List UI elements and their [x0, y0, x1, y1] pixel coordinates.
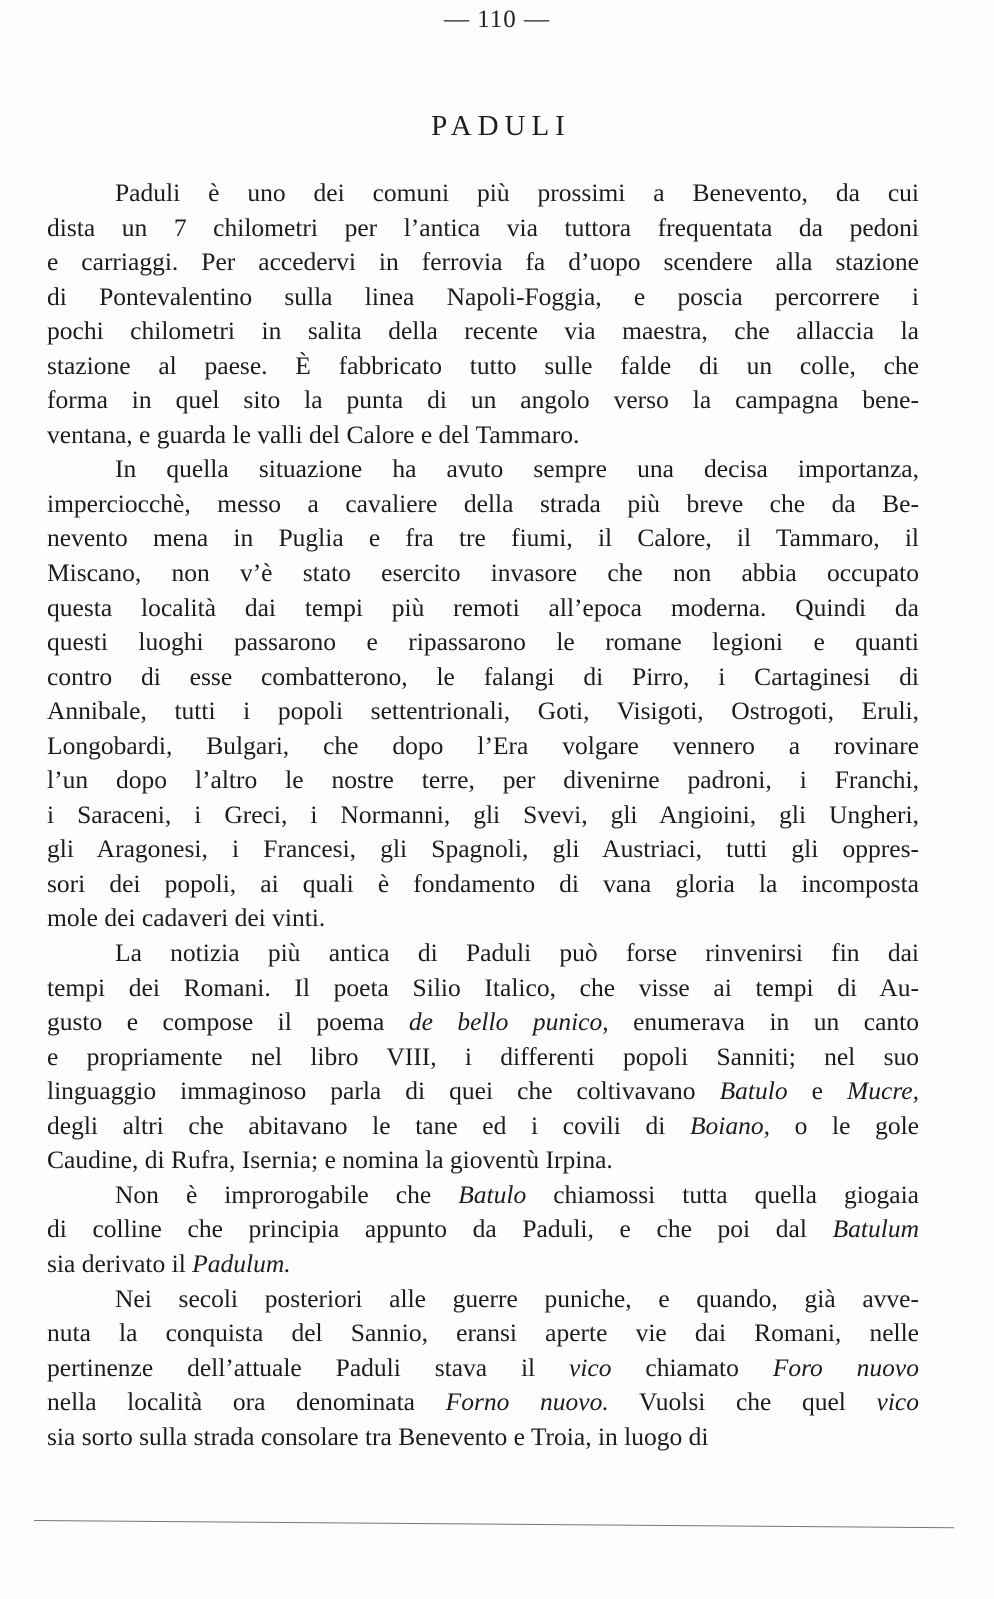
text-segment: chiamossi tutta quella giogaia: [526, 1179, 919, 1209]
text-segment: Longobardi, Bulgari, che dopo l’Era volgare vennero a rovinare: [47, 730, 919, 760]
text-line: [47, 314, 919, 349]
text-segment: Non è improrogabile che: [115, 1179, 459, 1209]
text-line: [47, 867, 919, 902]
text-segment: linguaggio immaginoso parla di quei che coltivavano: [47, 1076, 720, 1106]
text-segment: stazione al paese. È fabbricato tutto sulle falde di un colle, che: [47, 350, 919, 380]
page-number: — 110 —: [443, 6, 551, 33]
text-line: [47, 452, 919, 487]
text-segment: contro di esse combatterono, le falangi di Pirro, i Cartaginesi di: [47, 661, 919, 691]
italic-text: Batulo: [719, 1076, 788, 1106]
text-line: [47, 280, 919, 315]
text-segment: questa località dai tempi più remoti all’epoca moderna. Quindi da: [47, 592, 919, 622]
text-line: [47, 591, 919, 626]
text-segment: questi luoghi passarono e ripassarono le romane legioni e quanti: [47, 627, 919, 657]
text-line: [47, 245, 919, 280]
text-line: [47, 660, 919, 695]
text-segment: tempi dei Romani. Il poeta Silio Italico, che visse ai tempi di Au-: [47, 972, 919, 1002]
text-segment: Vuolsi che quel: [608, 1387, 877, 1417]
text-line: [47, 1282, 919, 1317]
text-line: [47, 1212, 919, 1247]
text-line: [47, 1385, 919, 1420]
text-line: [47, 1005, 919, 1040]
text-segment: e propriamente nel libro VIII, i differenti popoli Sanniti; nel suo: [47, 1041, 919, 1071]
text-line: [47, 1420, 919, 1455]
text-segment: pochi chilometri in salita della recente via maestra, che allaccia la: [47, 316, 919, 346]
text-segment: gusto e compose il poema: [47, 1007, 409, 1037]
text-line: [47, 1074, 919, 1109]
text-line: [47, 1316, 919, 1351]
italic-text: vico: [876, 1387, 919, 1417]
text-line: [47, 1247, 919, 1282]
text-line: [47, 176, 919, 211]
text-segment: sia derivato il: [47, 1248, 193, 1278]
italic-text: Forno nuovo.: [445, 1387, 609, 1417]
text-segment: sia sorto sulla strada consolare tra Benevento e Troia, in luogo di: [47, 1421, 709, 1451]
text-segment: l’un dopo l’altro le nostre terre, per divenirne padroni, i Franchi,: [47, 765, 919, 795]
text-segment: dista un 7 chilometri per l’antica via tuttora frequentata da pedoni: [47, 212, 919, 242]
text-segment: degli altri che abitavano le tane ed i covili di: [47, 1110, 690, 1140]
text-line: [47, 1040, 919, 1075]
paragraph: [47, 1282, 919, 1455]
text-segment: La notizia più antica di Paduli può forse rinvenirsi fin dai: [115, 938, 919, 968]
text-segment: Paduli è uno dei comuni più prossimi a Benevento, da cui: [115, 178, 919, 207]
text-line: [47, 487, 919, 522]
text-segment: i Saraceni, i Greci, i Normanni, gli Svevi, gli Angioini, gli Ungheri,: [47, 799, 919, 829]
italic-text: Padulum.: [192, 1248, 291, 1278]
italic-text: Boiano,: [689, 1110, 770, 1140]
text-segment: forma in quel sito la punta di un angolo verso la campagna bene-: [47, 385, 919, 415]
italic-text: Mucre,: [847, 1076, 919, 1106]
text-segment: nella località ora denominata: [47, 1387, 446, 1417]
body-text: [47, 176, 919, 1454]
paragraph: [47, 1178, 919, 1282]
text-segment: e carriaggi. Per accedervi in ferrovia fa d’uopo scendere alla stazione: [47, 247, 919, 277]
text-line: [47, 1143, 919, 1178]
text-segment: Nei secoli posteriori alle guerre puniche, e quando, già avve-: [115, 1283, 919, 1313]
text-line: [47, 832, 919, 867]
text-line: [47, 901, 919, 936]
text-line: [47, 694, 919, 729]
text-line: [47, 349, 919, 384]
text-segment: Caudine, di Rufra, Isernia; e nomina la gioventù Irpina.: [47, 1145, 613, 1175]
text-line: [47, 625, 919, 660]
text-segment: chiamato: [611, 1352, 773, 1382]
italic-text: vico: [569, 1352, 612, 1382]
text-line: [47, 521, 919, 556]
italic-text: de bello punico,: [408, 1007, 609, 1037]
text-line: [47, 729, 919, 764]
text-line: [47, 971, 919, 1006]
paragraph: [47, 176, 919, 452]
text-segment: ventana, e guarda le valli del Calore e del Tammaro.: [47, 419, 580, 449]
text-line: [47, 556, 919, 591]
text-segment: o le gole: [770, 1110, 919, 1140]
text-segment: sori dei popoli, ai quali è fondamento di vana gloria la incomposta: [47, 868, 919, 898]
italic-text: Foro nuovo: [772, 1352, 920, 1382]
text-line: [47, 1178, 919, 1213]
text-segment: gli Aragonesi, i Francesi, gli Spagnoli, gli Austriaci, tutti gli oppres-: [47, 834, 919, 864]
italic-text: Batulo: [458, 1179, 527, 1209]
text-line: [47, 1109, 919, 1144]
bottom-rule: [34, 1520, 954, 1528]
text-segment: di colline che principia appunto da Paduli, e che poi dal: [47, 1214, 833, 1244]
text-segment: di Pontevalentino sulla linea Napoli-Foggia, e poscia percorrere i: [47, 281, 919, 311]
text-segment: enumerava in un canto: [608, 1007, 919, 1037]
italic-text: Batulum: [832, 1214, 919, 1244]
text-segment: mole dei cadaveri dei vinti.: [47, 903, 326, 933]
text-segment: Miscano, non v’è stato esercito invasore che non abbia occupato: [47, 558, 919, 588]
text-line: [47, 418, 919, 453]
text-segment: pertinenze dell’attuale Paduli stava il: [47, 1352, 570, 1382]
text-segment: imperciocchè, messo a cavaliere della strada più breve che da Be-: [47, 488, 919, 518]
paragraph: [47, 936, 919, 1178]
chapter-title: PADULI: [431, 110, 571, 142]
text-line: [47, 383, 919, 418]
text-line: [47, 1351, 919, 1386]
text-line: [47, 936, 919, 971]
text-segment: nevento mena in Puglia e fra tre fiumi, il Calore, il Tammaro, il: [47, 523, 919, 553]
text-segment: In quella situazione ha avuto sempre una decisa importanza,: [115, 454, 919, 484]
text-segment: Annibale, tutti i popoli settentrionali, Goti, Visigoti, Ostrogoti, Eruli,: [47, 696, 919, 726]
text-line: [47, 798, 919, 833]
text-line: [47, 211, 919, 246]
text-segment: nuta la conquista del Sannio, eransi aperte vie dai Romani, nelle: [47, 1318, 919, 1348]
paragraph: [47, 452, 919, 936]
text-line: [47, 763, 919, 798]
text-segment: e: [787, 1076, 848, 1106]
